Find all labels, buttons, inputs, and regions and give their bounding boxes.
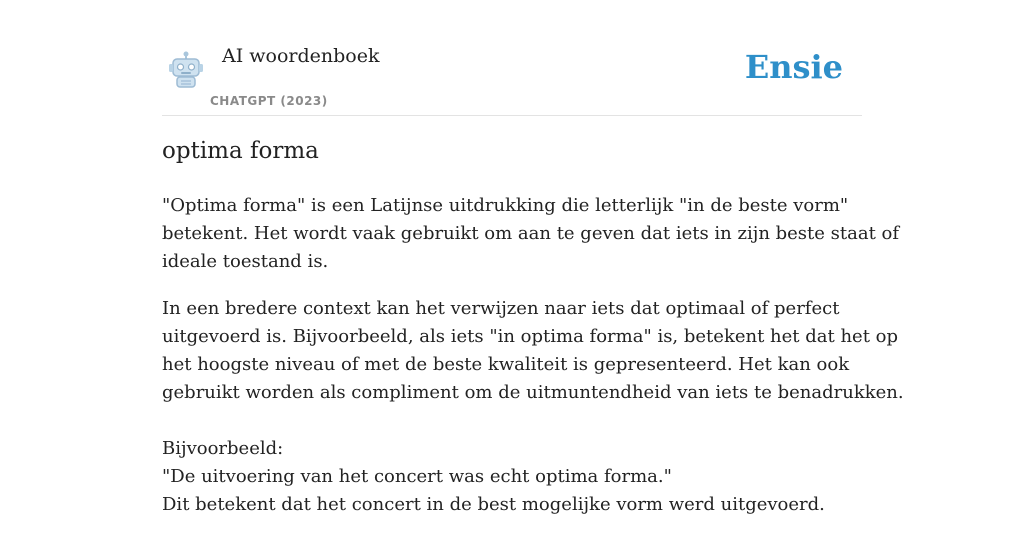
source-title[interactable]: AI woordenboek [222, 45, 380, 67]
page-title: optima forma [162, 138, 319, 164]
text-line: In een bredere context kan het verwijzen naar iets dat optimaal of perfect [162, 298, 840, 319]
line-break [162, 407, 862, 435]
text-line: ideale toestand is. [162, 251, 329, 272]
entry-page [162, 0, 904, 515]
robot-icon [166, 50, 206, 90]
brand-logo[interactable]: Ensie [744, 48, 843, 86]
text-line: "Optima forma" is een Latijnse uitdrukking die letterlijk "in de beste vorm" [162, 195, 849, 216]
text-line: gebruikt worden als compliment om de uitmuntendheid van iets te benadrukken. [162, 382, 904, 403]
entry-header [162, 0, 862, 116]
definition-body [162, 192, 904, 538]
source-subtitle: CHATGPT (2023) [210, 94, 328, 108]
example-quote: "De uitvoering van het concert was echt optima forma." [162, 466, 672, 487]
definition-paragraph-1 [162, 192, 900, 276]
definition-paragraph-2 [162, 295, 904, 519]
text-line: het hoogste niveau of met de beste kwaliteit is gepresenteerd. Het kan ook [162, 354, 850, 375]
example-explanation: Dit betekent dat het concert in de best mogelijke vorm werd uitgevoerd. [162, 494, 825, 515]
text-line: betekent. Het wordt vaak gebruikt om aan te geven dat iets in zijn beste staat of [162, 223, 900, 244]
text-line: uitgevoerd is. Bijvoorbeeld, als iets "in optima forma" is, betekent het dat het op [162, 326, 899, 347]
example-heading: Bijvoorbeeld: [162, 438, 284, 459]
